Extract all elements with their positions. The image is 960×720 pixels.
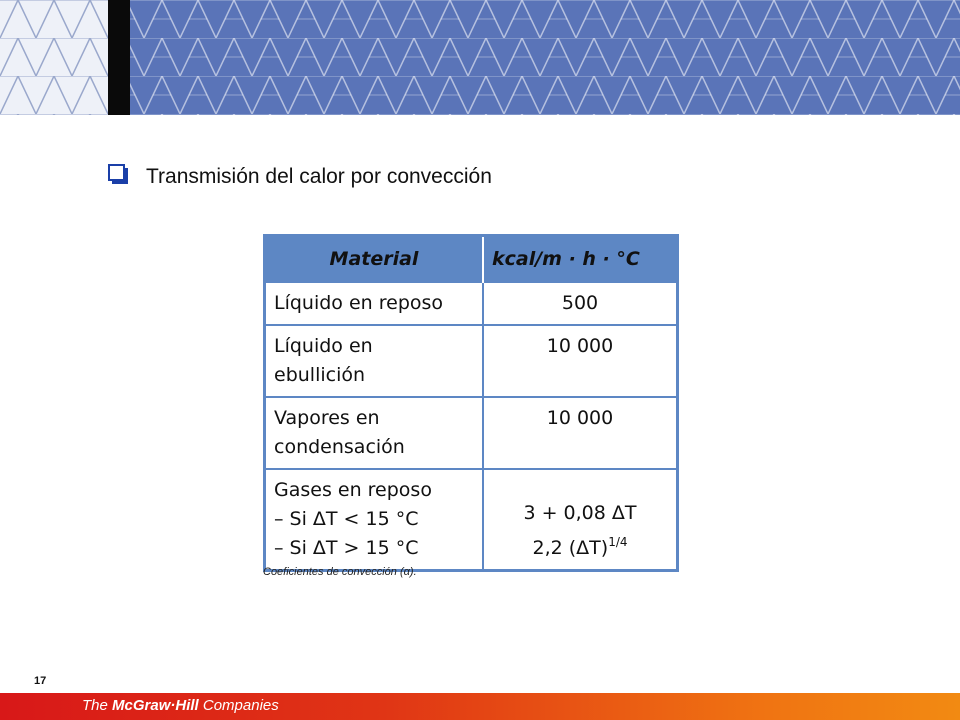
material-cell <box>266 469 483 569</box>
table-header-row <box>266 237 676 282</box>
slide-heading: Transmisión del calor por convección <box>146 165 492 188</box>
table-row <box>266 325 676 397</box>
table-row <box>266 469 676 569</box>
banner-triangle-pattern <box>0 0 960 115</box>
convection-table <box>263 234 679 572</box>
brand-prefix: The <box>82 697 113 714</box>
material-text: Líquido en reposo <box>274 292 444 314</box>
material-cell <box>266 397 483 469</box>
value-cell <box>483 282 676 325</box>
value-text: 10 000 <box>546 335 614 357</box>
value-text: 10 000 <box>546 407 614 429</box>
table-caption: Coeficientes de convección (α). <box>263 566 417 578</box>
value-cell <box>483 397 676 469</box>
brand-suffix: Companies <box>198 697 279 714</box>
column-header-unit: kcal/m · h · °C <box>483 237 676 282</box>
checkbox-bullet-icon <box>108 164 130 186</box>
value-text: 3 + 0,08 ΔT <box>523 502 637 524</box>
column-header-material: Material <box>266 237 483 282</box>
table-row <box>266 282 676 325</box>
material-text: condensación <box>274 436 405 458</box>
material-text: Vapores en <box>274 407 380 429</box>
exponent-text: 1/4 <box>608 535 628 549</box>
footer-bar <box>0 693 960 720</box>
material-text: – Si ΔT > 15 °C <box>274 537 419 559</box>
material-text: – Si ΔT < 15 °C <box>274 508 419 530</box>
material-cell <box>266 325 483 397</box>
page-number: 17 <box>34 675 47 687</box>
material-text: Gases en reposo <box>274 479 432 501</box>
brand-logo <box>82 697 279 714</box>
header-banner <box>0 0 960 115</box>
brand-name: McGraw·Hill <box>112 697 199 714</box>
table-row <box>266 397 676 469</box>
value-text: 2,2 (ΔT) <box>532 537 609 559</box>
material-cell <box>266 282 483 325</box>
value-cell <box>483 325 676 397</box>
value-cell <box>483 469 676 569</box>
value-text: 500 <box>561 292 599 314</box>
material-text: ebullición <box>274 364 366 386</box>
material-text: Líquido en <box>274 335 373 357</box>
